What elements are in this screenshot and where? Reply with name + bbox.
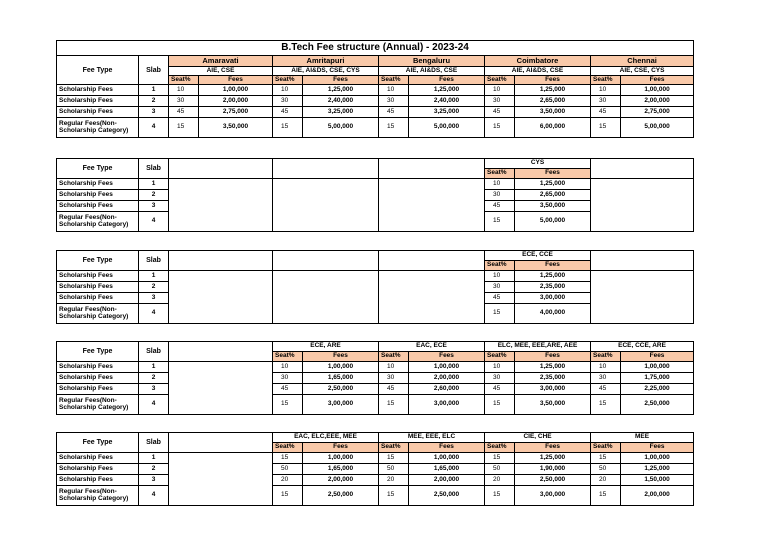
fees-cell: 2,40,000 — [303, 96, 379, 107]
fee-type-label: Scholarship Fees — [57, 373, 139, 384]
fee-type-label: Regular Fees(Non-Scholarship Category) — [57, 212, 139, 232]
fee-type-label: Scholarship Fees — [57, 107, 139, 118]
fees-cell: 1,25,000 — [515, 85, 591, 96]
seat-percent-cell: 15 — [591, 486, 621, 506]
fees-cell: 5,00,000 — [515, 212, 591, 232]
seat-percent-cell: 45 — [485, 201, 515, 212]
fees-cell: 1,25,000 — [621, 464, 694, 475]
seat-percent-header: Seat% — [485, 261, 515, 271]
slab-number: 2 — [139, 464, 169, 475]
seat-percent-cell: 20 — [379, 475, 409, 486]
fees-cell: 2,65,000 — [515, 96, 591, 107]
fees-cell: 2,40,000 — [409, 96, 485, 107]
seat-percent-header: Seat% — [379, 76, 409, 85]
fees-cell: 3,25,000 — [409, 107, 485, 118]
fee-type-label: Regular Fees(Non-Scholarship Category) — [57, 118, 139, 138]
seat-percent-header: Seat% — [485, 76, 515, 85]
seat-percent-cell: 30 — [485, 96, 515, 107]
seat-percent-cell: 10 — [379, 85, 409, 96]
seat-percent-cell: 20 — [485, 475, 515, 486]
seat-percent-cell: 15 — [485, 304, 515, 324]
fees-cell: 1,00,000 — [303, 453, 379, 464]
slab-number: 1 — [139, 179, 169, 190]
fee-type-label: Scholarship Fees — [57, 179, 139, 190]
page-title: B.Tech Fee structure (Annual) - 2023-24 — [57, 41, 694, 56]
fees-cell: 1,00,000 — [199, 85, 273, 96]
seat-percent-header: Seat% — [273, 76, 303, 85]
seat-percent-cell: 15 — [591, 395, 621, 415]
seat-percent-cell: 30 — [591, 96, 621, 107]
fees-cell: 2,75,000 — [621, 107, 694, 118]
seat-percent-cell: 30 — [485, 190, 515, 201]
fees-cell: 2,00,000 — [303, 475, 379, 486]
fees-cell: 1,25,000 — [515, 453, 591, 464]
empty-cell — [169, 179, 273, 232]
fees-cell: 1,65,000 — [409, 464, 485, 475]
slab-number: 2 — [139, 373, 169, 384]
fees-header: Fees — [515, 443, 591, 453]
seat-percent-cell: 15 — [273, 453, 303, 464]
slab-number: 2 — [139, 282, 169, 293]
fees-cell: 1,00,000 — [621, 362, 694, 373]
fees-cell: 1,25,000 — [409, 85, 485, 96]
fees-cell: 1,25,000 — [515, 179, 591, 190]
slab-header: Slab — [139, 56, 169, 85]
fees-cell: 2,35,000 — [515, 282, 591, 293]
title-row — [57, 41, 694, 56]
fees-cell: 4,00,000 — [515, 304, 591, 324]
fee-type-label: Scholarship Fees — [57, 475, 139, 486]
campus-name: Amritapuri — [273, 56, 379, 67]
slab-number: 2 — [139, 190, 169, 201]
header-row — [57, 56, 694, 67]
seat-percent-cell: 15 — [379, 118, 409, 138]
slab-number: 4 — [139, 304, 169, 324]
seat-percent-cell: 50 — [379, 464, 409, 475]
empty-cell — [169, 453, 273, 506]
fees-cell: 1,00,000 — [409, 362, 485, 373]
seat-percent-cell: 45 — [169, 107, 199, 118]
slab-header: Slab — [139, 159, 169, 179]
seat-percent-cell: 15 — [591, 118, 621, 138]
fees-cell: 2,00,000 — [199, 96, 273, 107]
fees-cell: 1,00,000 — [621, 453, 694, 464]
fee-type-label: Scholarship Fees — [57, 293, 139, 304]
seat-percent-cell: 30 — [273, 373, 303, 384]
fees-cell: 1,00,000 — [303, 362, 379, 373]
fee-type-label: Scholarship Fees — [57, 464, 139, 475]
program-list: EAC, ECE — [379, 342, 485, 352]
seat-percent-cell: 15 — [485, 486, 515, 506]
empty-cell — [379, 251, 485, 271]
empty-cell — [169, 251, 273, 271]
fees-cell: 2,00,000 — [621, 96, 694, 107]
table-row — [57, 96, 694, 107]
slab-number: 3 — [139, 201, 169, 212]
fee-type-label: Scholarship Fees — [57, 190, 139, 201]
slab-header: Slab — [139, 342, 169, 362]
seat-percent-cell: 15 — [273, 118, 303, 138]
seat-percent-header: Seat% — [591, 352, 621, 362]
program-list: ECE, CCE, ARE — [591, 342, 694, 352]
campus-name: Coimbatore — [485, 56, 591, 67]
seat-percent-cell: 50 — [485, 464, 515, 475]
fees-cell: 1,90,000 — [515, 464, 591, 475]
fee-table-block-2 — [56, 158, 673, 232]
seat-percent-cell: 15 — [485, 395, 515, 415]
program-list: AIE, AI&DS, CSE — [485, 67, 591, 76]
fees-cell: 2,50,000 — [515, 475, 591, 486]
fee-type-header: Fee Type — [57, 433, 139, 453]
fee-type-label: Scholarship Fees — [57, 362, 139, 373]
slab-header: Slab — [139, 251, 169, 271]
table-row — [57, 373, 694, 384]
fees-cell: 6,00,000 — [515, 118, 591, 138]
table-row — [57, 179, 694, 190]
fees-header: Fees — [515, 352, 591, 362]
fees-header: Fees — [303, 352, 379, 362]
seat-percent-cell: 30 — [379, 96, 409, 107]
table-row — [57, 395, 694, 415]
fees-header: Fees — [199, 76, 273, 85]
seat-percent-cell: 15 — [379, 453, 409, 464]
fees-cell: 2,60,000 — [409, 384, 485, 395]
fees-header: Fees — [515, 76, 591, 85]
fees-cell: 2,75,000 — [199, 107, 273, 118]
fees-cell: 2,00,000 — [621, 486, 694, 506]
fees-cell: 1,25,000 — [515, 271, 591, 282]
fees-cell: 5,00,000 — [621, 118, 694, 138]
fee-type-header: Fee Type — [57, 251, 139, 271]
header-row — [57, 433, 694, 443]
table-row — [57, 271, 694, 282]
seat-percent-cell: 30 — [591, 373, 621, 384]
fee-type-label: Scholarship Fees — [57, 384, 139, 395]
fees-cell: 2,50,000 — [303, 384, 379, 395]
slab-number: 3 — [139, 475, 169, 486]
fee-table-block-5 — [56, 432, 673, 506]
table-row — [57, 475, 694, 486]
empty-cell — [379, 159, 485, 179]
program-list: EAC, ELC,EEE, MEE — [273, 433, 379, 443]
fees-cell: 1,50,000 — [621, 475, 694, 486]
empty-cell — [273, 251, 379, 271]
fee-type-label: Scholarship Fees — [57, 282, 139, 293]
slab-number: 4 — [139, 395, 169, 415]
fee-table — [56, 250, 694, 324]
seat-percent-cell: 10 — [485, 271, 515, 282]
seat-percent-cell: 15 — [379, 486, 409, 506]
fees-cell: 3,50,000 — [515, 107, 591, 118]
fee-table — [56, 40, 694, 138]
seat-percent-cell: 15 — [379, 395, 409, 415]
fee-type-header: Fee Type — [57, 56, 139, 85]
program-list: AIE, AI&DS, CSE — [379, 67, 485, 76]
empty-cell — [273, 179, 379, 232]
slab-number: 4 — [139, 486, 169, 506]
fee-type-header: Fee Type — [57, 342, 139, 362]
seat-percent-cell: 10 — [273, 85, 303, 96]
empty-cell — [591, 271, 694, 324]
program-list: AIE, CSE — [169, 67, 273, 76]
empty-cell — [591, 159, 694, 179]
seat-percent-header: Seat% — [273, 443, 303, 453]
seat-percent-cell: 45 — [485, 107, 515, 118]
slab-number: 3 — [139, 107, 169, 118]
fees-cell: 5,00,000 — [303, 118, 379, 138]
table-row — [57, 107, 694, 118]
slab-number: 2 — [139, 96, 169, 107]
campus-name: Bengaluru — [379, 56, 485, 67]
fee-type-label: Regular Fees(Non-Scholarship Category) — [57, 304, 139, 324]
fee-type-header: Fee Type — [57, 159, 139, 179]
program-list: ECE, CCE — [485, 251, 591, 261]
fee-type-label: Regular Fees(Non-Scholarship Category) — [57, 486, 139, 506]
fee-table — [56, 158, 694, 232]
fees-header: Fees — [303, 76, 379, 85]
fees-cell: 2,50,000 — [303, 486, 379, 506]
fees-cell: 5,00,000 — [409, 118, 485, 138]
slab-number: 3 — [139, 293, 169, 304]
fees-cell: 1,00,000 — [621, 85, 694, 96]
seat-percent-cell: 50 — [591, 464, 621, 475]
fees-header: Fees — [515, 261, 591, 271]
seat-percent-cell: 45 — [379, 384, 409, 395]
fees-header: Fees — [621, 443, 694, 453]
seat-percent-cell: 30 — [169, 96, 199, 107]
seat-percent-cell: 10 — [591, 85, 621, 96]
fees-cell: 1,65,000 — [303, 464, 379, 475]
campus-name: Amaravati — [169, 56, 273, 67]
seat-percent-header: Seat% — [591, 443, 621, 453]
seat-percent-cell: 15 — [485, 212, 515, 232]
seat-percent-cell: 15 — [485, 453, 515, 464]
program-list: MEE, EEE, ELC — [379, 433, 485, 443]
seat-percent-cell: 10 — [485, 179, 515, 190]
seat-percent-cell: 10 — [273, 362, 303, 373]
seat-percent-cell: 10 — [379, 362, 409, 373]
program-list: ELC, MEE, EEE,ARE, AEE — [485, 342, 591, 352]
empty-cell — [379, 179, 485, 232]
fees-header: Fees — [621, 76, 694, 85]
fees-cell: 3,50,000 — [515, 201, 591, 212]
seat-percent-cell: 45 — [485, 384, 515, 395]
seat-percent-cell: 15 — [591, 453, 621, 464]
fees-cell: 3,50,000 — [515, 395, 591, 415]
slab-number: 1 — [139, 362, 169, 373]
fees-header: Fees — [409, 352, 485, 362]
empty-cell — [169, 271, 273, 324]
fee-type-label: Scholarship Fees — [57, 453, 139, 464]
seat-percent-cell: 45 — [273, 384, 303, 395]
seat-percent-cell: 10 — [591, 362, 621, 373]
fees-cell: 2,35,000 — [515, 373, 591, 384]
slab-number: 1 — [139, 453, 169, 464]
fees-cell: 2,00,000 — [409, 373, 485, 384]
empty-cell — [273, 159, 379, 179]
empty-cell — [273, 271, 379, 324]
fees-header: Fees — [303, 443, 379, 453]
fee-type-label: Scholarship Fees — [57, 85, 139, 96]
header-row — [57, 251, 694, 261]
table-row — [57, 453, 694, 464]
seat-percent-cell: 15 — [485, 118, 515, 138]
seat-percent-cell: 15 — [169, 118, 199, 138]
seat-percent-cell: 10 — [169, 85, 199, 96]
fees-cell: 2,50,000 — [621, 395, 694, 415]
fees-cell: 3,00,000 — [515, 384, 591, 395]
fees-cell: 3,00,000 — [515, 293, 591, 304]
seat-percent-header: Seat% — [379, 352, 409, 362]
seat-percent-header: Seat% — [485, 169, 515, 179]
fees-cell: 2,00,000 — [409, 475, 485, 486]
seat-percent-cell: 30 — [485, 373, 515, 384]
fees-cell: 1,25,000 — [515, 362, 591, 373]
seat-percent-cell: 15 — [273, 395, 303, 415]
fees-cell: 3,00,000 — [409, 395, 485, 415]
seat-percent-cell: 45 — [591, 384, 621, 395]
slab-number: 1 — [139, 271, 169, 282]
seat-percent-header: Seat% — [485, 443, 515, 453]
seat-percent-cell: 45 — [485, 293, 515, 304]
program-list: AIE, AI&DS, CSE, CYS — [273, 67, 379, 76]
seat-percent-cell: 45 — [591, 107, 621, 118]
slab-number: 4 — [139, 118, 169, 138]
empty-cell — [169, 342, 273, 362]
fees-cell: 1,65,000 — [303, 373, 379, 384]
table-row — [57, 464, 694, 475]
fee-type-label: Scholarship Fees — [57, 271, 139, 282]
fee-table-block-1 — [56, 40, 673, 138]
empty-cell — [591, 179, 694, 232]
seat-percent-header: Seat% — [485, 352, 515, 362]
seat-percent-cell: 20 — [591, 475, 621, 486]
empty-cell — [379, 271, 485, 324]
seat-percent-header: Seat% — [169, 76, 199, 85]
seat-percent-cell: 45 — [379, 107, 409, 118]
fees-cell: 1,25,000 — [303, 85, 379, 96]
fee-table-block-4 — [56, 341, 673, 415]
seat-percent-cell: 50 — [273, 464, 303, 475]
fees-cell: 2,65,000 — [515, 190, 591, 201]
empty-cell — [591, 251, 694, 271]
fees-header: Fees — [515, 169, 591, 179]
program-list: AIE, CSE, CYS — [591, 67, 694, 76]
table-row — [57, 118, 694, 138]
seat-percent-cell: 20 — [273, 475, 303, 486]
fees-cell: 3,00,000 — [303, 395, 379, 415]
seat-percent-cell: 45 — [273, 107, 303, 118]
slab-number: 3 — [139, 384, 169, 395]
fees-cell: 2,25,000 — [621, 384, 694, 395]
header-row — [57, 342, 694, 352]
fee-type-label: Scholarship Fees — [57, 201, 139, 212]
table-row — [57, 362, 694, 373]
table-row — [57, 486, 694, 506]
program-list: CIE, CHE — [485, 433, 591, 443]
seat-percent-cell: 10 — [485, 362, 515, 373]
seat-percent-header: Seat% — [379, 443, 409, 453]
fees-header: Fees — [621, 352, 694, 362]
seat-percent-cell: 30 — [273, 96, 303, 107]
slab-header: Slab — [139, 433, 169, 453]
fees-cell: 1,00,000 — [409, 453, 485, 464]
table-row — [57, 384, 694, 395]
empty-cell — [169, 433, 273, 453]
fee-type-label: Scholarship Fees — [57, 96, 139, 107]
fees-cell: 3,50,000 — [199, 118, 273, 138]
slab-number: 1 — [139, 85, 169, 96]
fees-cell: 3,25,000 — [303, 107, 379, 118]
seat-percent-cell: 30 — [485, 282, 515, 293]
campus-name: Chennai — [591, 56, 694, 67]
fee-table-block-3 — [56, 250, 673, 324]
empty-cell — [169, 362, 273, 415]
fees-header: Fees — [409, 443, 485, 453]
fees-cell: 3,00,000 — [515, 486, 591, 506]
program-list: ECE, ARE — [273, 342, 379, 352]
fees-cell: 2,50,000 — [409, 486, 485, 506]
program-list: CYS — [485, 159, 591, 169]
seat-percent-cell: 15 — [273, 486, 303, 506]
seat-percent-header: Seat% — [273, 352, 303, 362]
seat-percent-cell: 30 — [379, 373, 409, 384]
header-row — [57, 159, 694, 169]
fee-type-label: Regular Fees(Non-Scholarship Category) — [57, 395, 139, 415]
seat-percent-header: Seat% — [591, 76, 621, 85]
empty-cell — [169, 159, 273, 179]
fees-header: Fees — [409, 76, 485, 85]
fee-table — [56, 341, 694, 415]
table-row — [57, 85, 694, 96]
fees-cell: 1,75,000 — [621, 373, 694, 384]
fee-table — [56, 432, 694, 506]
seat-percent-cell: 10 — [485, 85, 515, 96]
program-list: MEE — [591, 433, 694, 443]
slab-number: 4 — [139, 212, 169, 232]
